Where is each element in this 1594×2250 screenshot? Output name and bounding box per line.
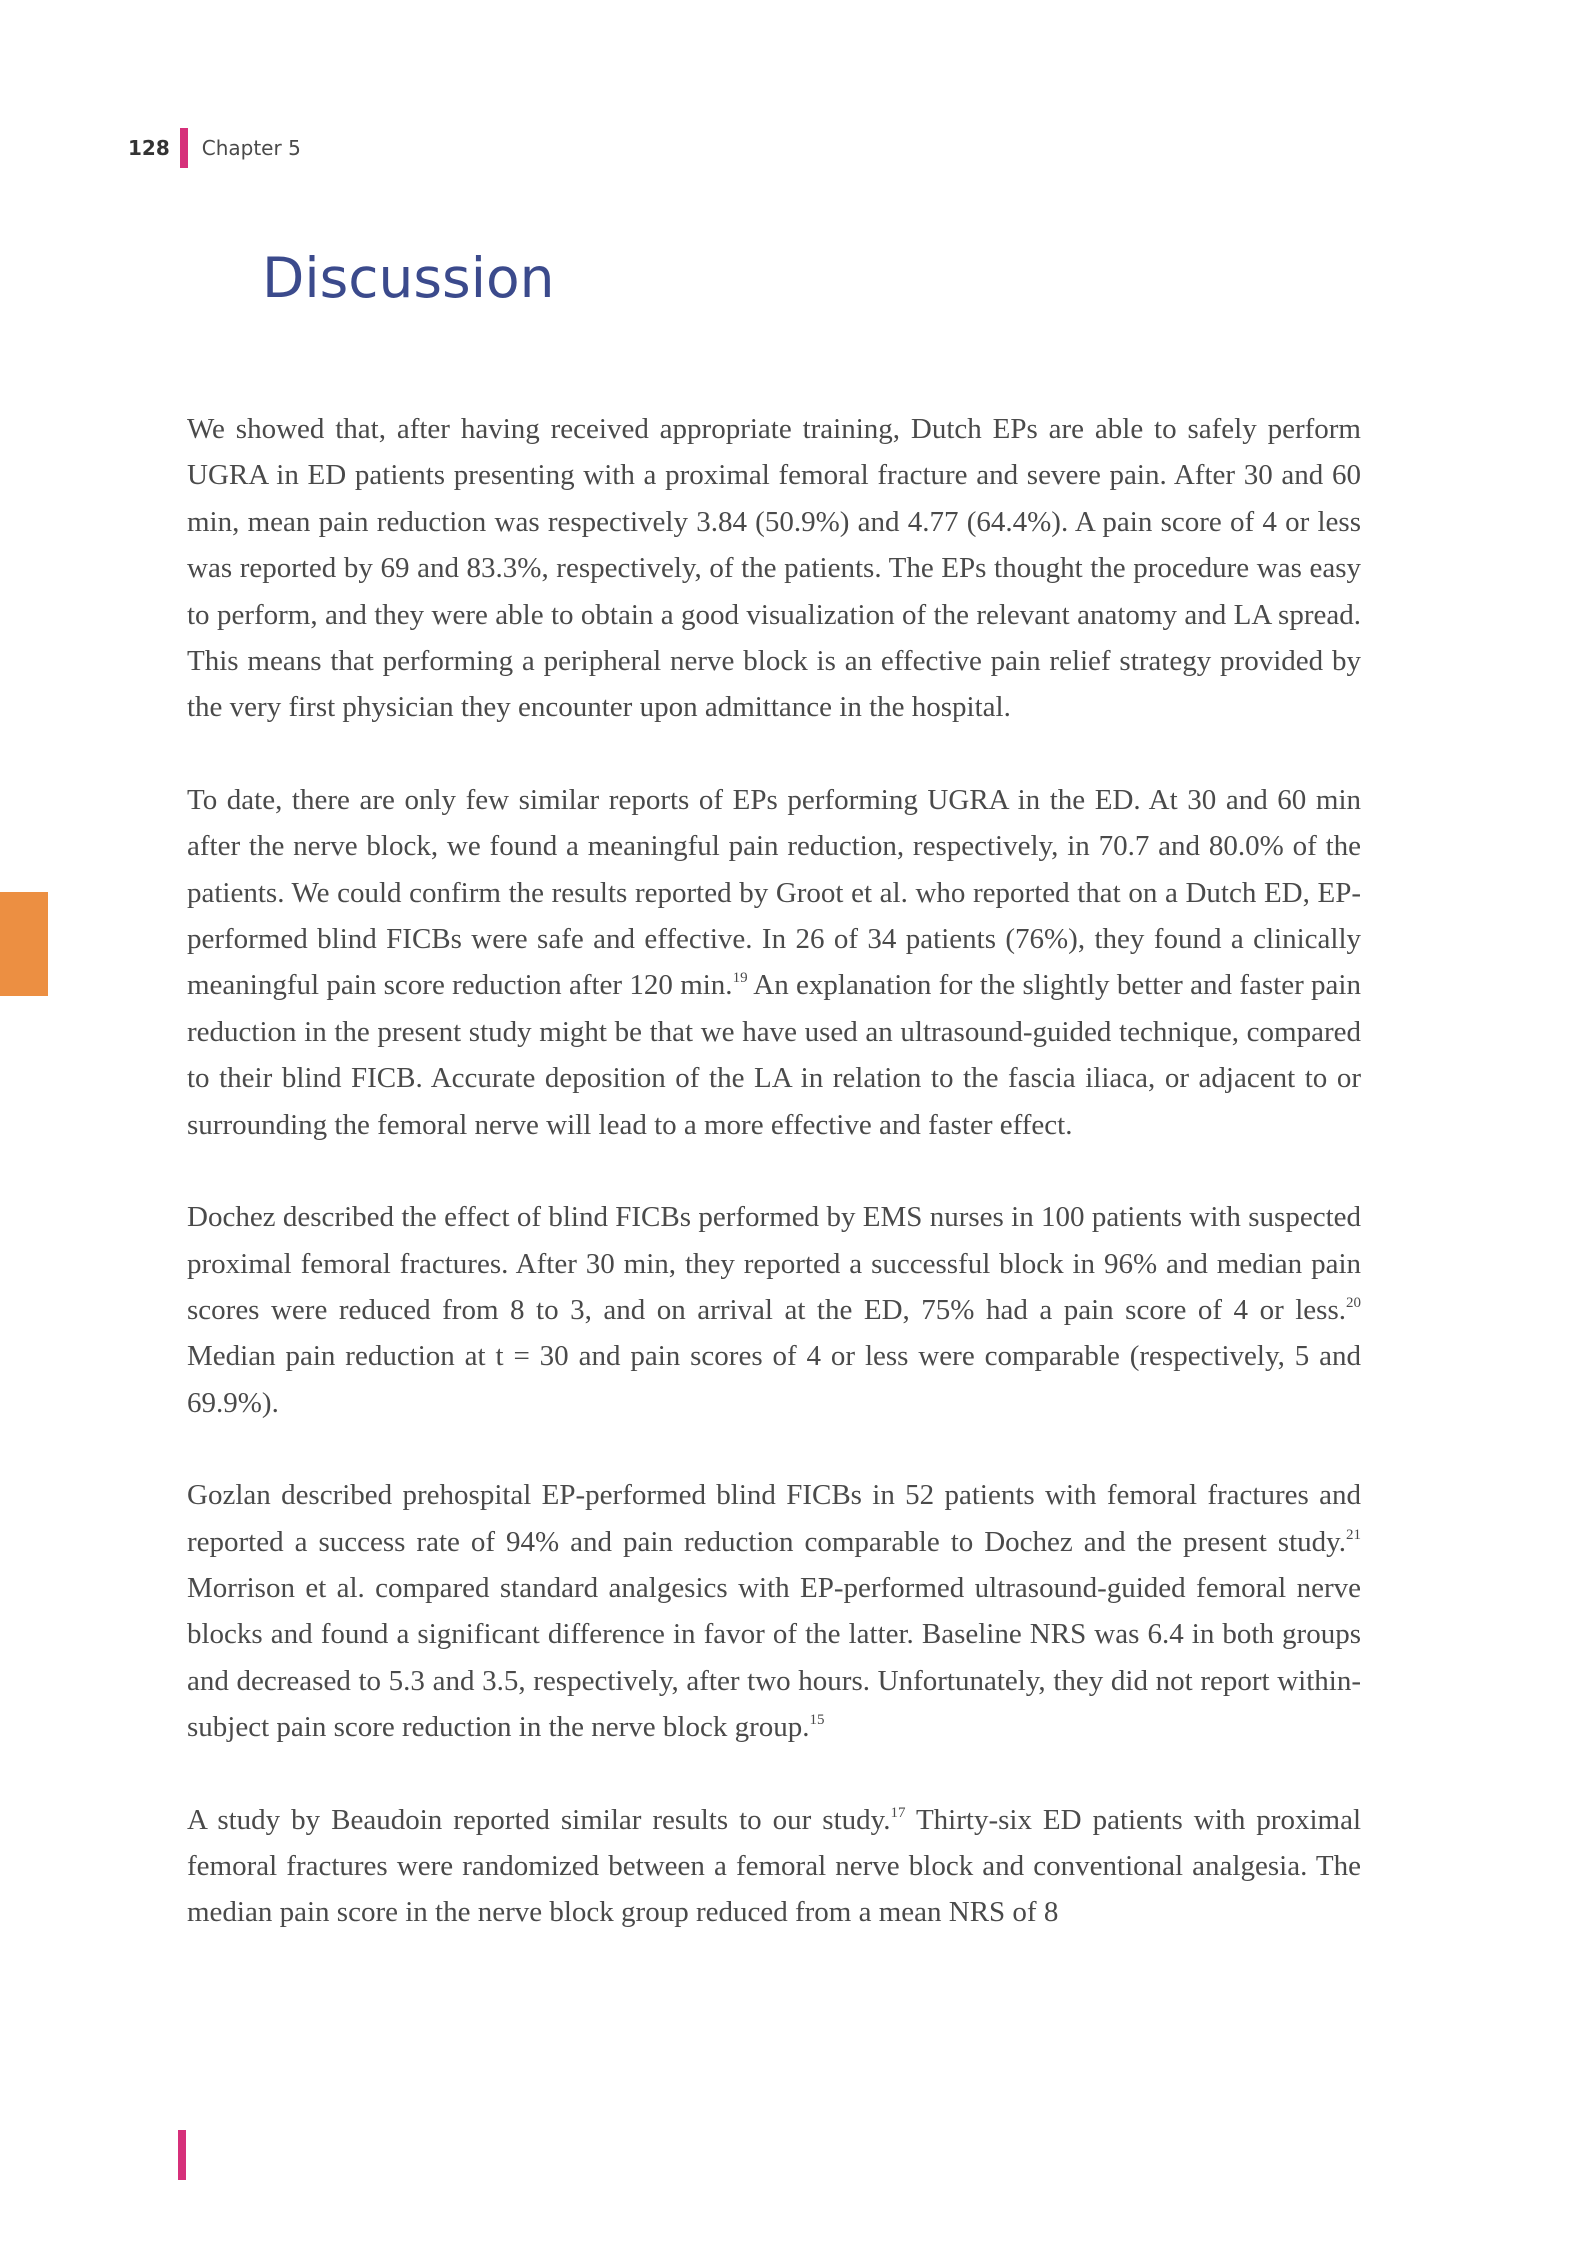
reference-superscript: 20	[1346, 1294, 1361, 1311]
paragraph-text: To date, there are only few similar reports of EPs performing UGRA in the ED. At 30 and 60 min after the nerve block, we found a meaningful pain reduction, respectively, in 70.7 and 80.0% of the patients. We could confirm the results reported by Groot et al. who reported that on a Dutch ED, EP-performed blind FICBs were safe and effective. In 26 of 34 patients (76%), they found a clinically meaningful pain score reduction after 120 min.	[187, 783, 1361, 1002]
page-number: 128	[128, 136, 170, 160]
paragraph-text: Median pain reduction at t = 30 and pain scores of 4 or less were comparable (respectively, 5 and 69.9%).	[187, 1340, 1361, 1419]
paragraph-text: Thirty-six ED patients with proximal femoral fractures were randomized between a femoral nerve block and conventional analgesia. The median pain score in the nerve block group reduced from a mean NRS of 8	[187, 1803, 1362, 1929]
paragraph-text: An explanation for the slightly better and faster pain reduction in the present study might be that we have used an ultrasound-guided technique, compared to their blind FICB. Accurate deposition of the LA in relation to the fascia iliaca, or adjacent to or surrounding the femoral nerve will lead to a more effective and faster effect.	[187, 969, 1361, 1141]
paragraph-4	[187, 1472, 1361, 1750]
chapter-side-tab	[0, 892, 48, 996]
paragraph-2	[187, 777, 1361, 1148]
reference-superscript: 15	[809, 1712, 825, 1729]
paragraph-3	[187, 1194, 1361, 1426]
paragraph-text: We showed that, after having received appropriate training, Dutch EPs are able to safely perform UGRA in ED patients presenting with a proximal femoral fracture and severe pain. After 30 and 60 min, mean pain reduction was respectively 3.84 (50.9%) and 4.77 (64.4%). A pain score of 4 or less was reported by 69 and 83.3%, respectively, of the patients. The EPs thought the procedure was easy to perform, and they were able to obtain a good visualization of the relevant anatomy and LA spread. This means that performing a peripheral nerve block is an effective pain relief strategy provided by the very first physician they encounter upon admittance in the hospital.	[187, 413, 1361, 724]
footer-accent-bar	[178, 2130, 186, 2180]
paragraph-5	[187, 1797, 1361, 1936]
section-title: Discussion	[262, 246, 555, 310]
reference-superscript: 19	[732, 970, 748, 987]
reference-superscript: 17	[890, 1804, 906, 1821]
running-header	[128, 128, 301, 168]
paragraph-text: Dochez described the effect of blind FICBs performed by EMS nurses in 100 patients with suspected proximal femoral fractures. After 30 min, they reported a successful block in 96% and median pain scores were reduced from 8 to 3, and on arrival at the ED, 75% had a pain score of 4 or less.	[187, 1201, 1361, 1326]
paragraph-text: Morrison et al. compared standard analgesics with EP-performed ultrasound-guided femoral nerve blocks and found a significant difference in favor of the latter. Baseline NRS was 6.4 in both groups and decreased to 5.3 and 3.5, respectively, after two hours. Unfortunately, they did not report within-subject pain score reduction in the nerve block group.	[187, 1571, 1361, 1744]
paragraph-1	[187, 406, 1361, 731]
paragraph-text: Gozlan described prehospital EP-performed blind FICBs in 52 patients with femoral fractures and reported a success rate of 94% and pain reduction comparable to Dochez and the present study.	[187, 1479, 1361, 1558]
paragraph-text: A study by Beaudoin reported similar results to our study.	[187, 1803, 891, 1836]
reference-superscript: 21	[1346, 1526, 1361, 1543]
header-divider-bar	[180, 128, 188, 168]
body-text	[187, 406, 1361, 1982]
chapter-label: Chapter 5	[201, 136, 301, 160]
